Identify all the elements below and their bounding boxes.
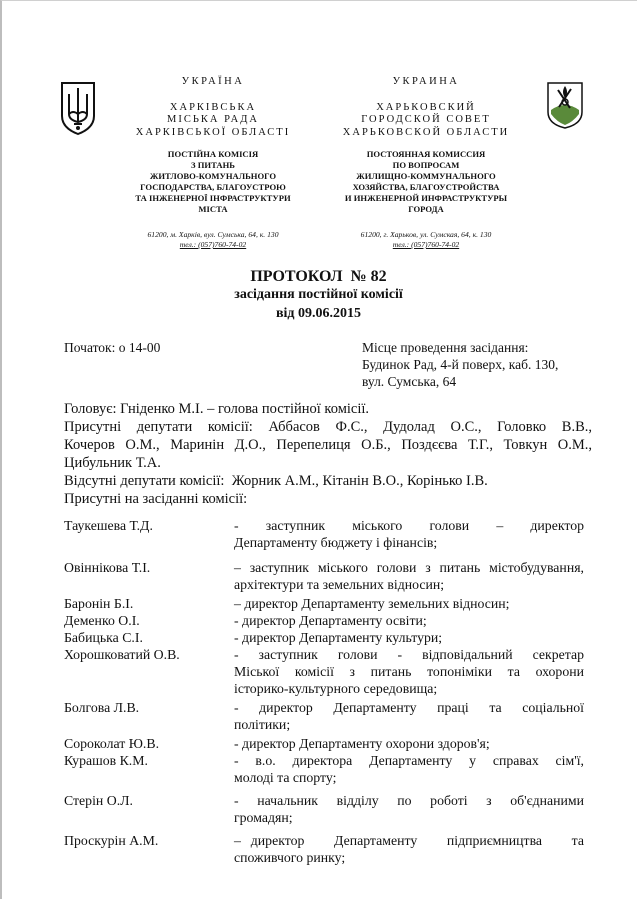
attendee-role: - начальник відділу по роботі з об'єднаними громадян; [234, 793, 584, 825]
attendees-heading: Присутні на засіданні комісії: [64, 491, 248, 507]
attendee-role: - директор Департаменту охорони здоров'я; [234, 736, 490, 751]
document-subtitle: засідання постійної комісії [234, 287, 403, 302]
list-item [64, 792, 584, 826]
attendee-role: – директор Департаменту підприємництва та споживчого ринку; [234, 833, 584, 865]
attendee-role: - заступник міського голови – директор Департаменту бюджету і фінансів; [234, 518, 584, 550]
committee-name: ПОСТОЯННАЯ КОМИССИЯ ПО ВОПРОСАМ ЖИЛИЩНО-КОММУНАЛЬНОГО ХОЗЯЙСТВА, БЛАГОУСТРОЙСТВА И ИНЖЕНЕРНОЙ ИНФРАСТРУКТУРЫ ГОРОДА [344, 149, 508, 214]
attendee-name: Овіннікова Т.І. [64, 560, 151, 575]
document-date: від 09.06.2015 [275, 306, 362, 321]
trident-emblem-icon [58, 80, 98, 136]
list-item [64, 699, 584, 733]
address: 61200, г. Харьков, ул. Сумская, 64, к. 130 тел.: (057)760-74-02 [360, 230, 492, 249]
list-item [64, 646, 584, 697]
list-item [64, 832, 584, 866]
present-line: Цибульник Т.А. [64, 455, 161, 471]
meeting-venue: Місце проведення засідання: Будинок Рад, 4-й поверх, каб. 130, вул. Сумська, 64 [362, 340, 559, 389]
attendee-role: – директор Департаменту земельних відносин; [234, 596, 510, 611]
attendance-section [64, 400, 592, 508]
attendees-list [64, 517, 584, 866]
list-item [64, 735, 584, 752]
attendee-name: Хорошковатий О.В. [64, 647, 180, 662]
attendee-name: Сороколат Ю.В. [64, 736, 160, 751]
list-item [64, 595, 584, 612]
attendee-name: Баронін Б.І. [64, 596, 134, 611]
attendee-name: Стерін О.Л. [64, 793, 133, 808]
list-item [64, 612, 584, 629]
start-time: Початок: о 14-00 [64, 340, 161, 355]
absent-line: Відсутні депутати комісії: Жорник А.М., Кітанін В.О., Корінько І.В. [64, 473, 488, 489]
present-line: Присутні депутати комісії: Аббасов Ф.С., Дудолад О.С., Головко В.В., [64, 419, 592, 435]
present-line: Кочеров О.М., Маринін Д.О., Перепелиця О.Б., Поздєєва Т.Г., Товкун О.М., [64, 437, 592, 453]
attendee-role: - директор Департаменту культури; [234, 630, 443, 645]
council-name: ХАРЬКОВСКИЙ ГОРОДСКОЙ СОВЕТ ХАРЬКОВСКОЙ ОБЛАСТИ [342, 101, 510, 138]
attendee-role: – заступник міського голови з питань містобудування, архітектури та земельних відносин; [234, 560, 584, 592]
address: 61200, м. Харків, вул. Сумська, 64, к. 130 тел.: (057)760-74-02 [147, 230, 279, 249]
attendee-name: Болгова Л.В. [64, 700, 140, 715]
attendee-name: Проскурін А.М. [64, 833, 159, 848]
attendee-role: - в.о. директора Департаменту у справах сім'ї, молоді та спорту; [234, 753, 584, 785]
letterhead-ukrainian [108, 76, 318, 250]
list-item [64, 629, 584, 646]
council-name: ХАРКІВСЬКА МІСЬКА РАДА ХАРКІВСЬКОЇ ОБЛАСТІ [135, 101, 291, 138]
kharkiv-coat-of-arms-icon [545, 80, 585, 130]
attendee-name: Деменко О.І. [64, 613, 140, 628]
country-name: УКРАИНА [392, 76, 460, 87]
country-name: УКРАЇНА [181, 76, 245, 87]
list-item [64, 517, 584, 551]
attendee-role: - директор Департаменту освіти; [234, 613, 427, 628]
list-item [64, 559, 584, 593]
document-title: ПРОТОКОЛ № 82 [250, 268, 387, 285]
committee-name: ПОСТІЙНА КОМІСІЯ З ПИТАНЬ ЖИТЛОВО-КОМУНАЛЬНОГО ГОСПОДАРСТВА, БЛАГОУСТРОЮ ТА ІНЖЕНЕРНОЇ ІНФРАСТРУКТУРИ МІСТА [135, 149, 291, 214]
attendee-name: Бабицька С.І. [64, 630, 143, 645]
list-item [64, 752, 584, 786]
letterhead-russian [330, 76, 522, 250]
attendee-role: - директор Департаменту праці та соціальної політики; [234, 700, 584, 732]
attendee-name: Таукешева Т.Д. [64, 518, 153, 533]
chair-line: Головує: Гніденко М.І. – голова постійної комісії. [64, 401, 370, 417]
attendee-role: - заступник голови - відповідальний секретар Міської комісії з питань топоніміки та охорони історико-культурного середовища; [234, 647, 584, 696]
attendee-name: Курашов К.М. [64, 753, 148, 768]
